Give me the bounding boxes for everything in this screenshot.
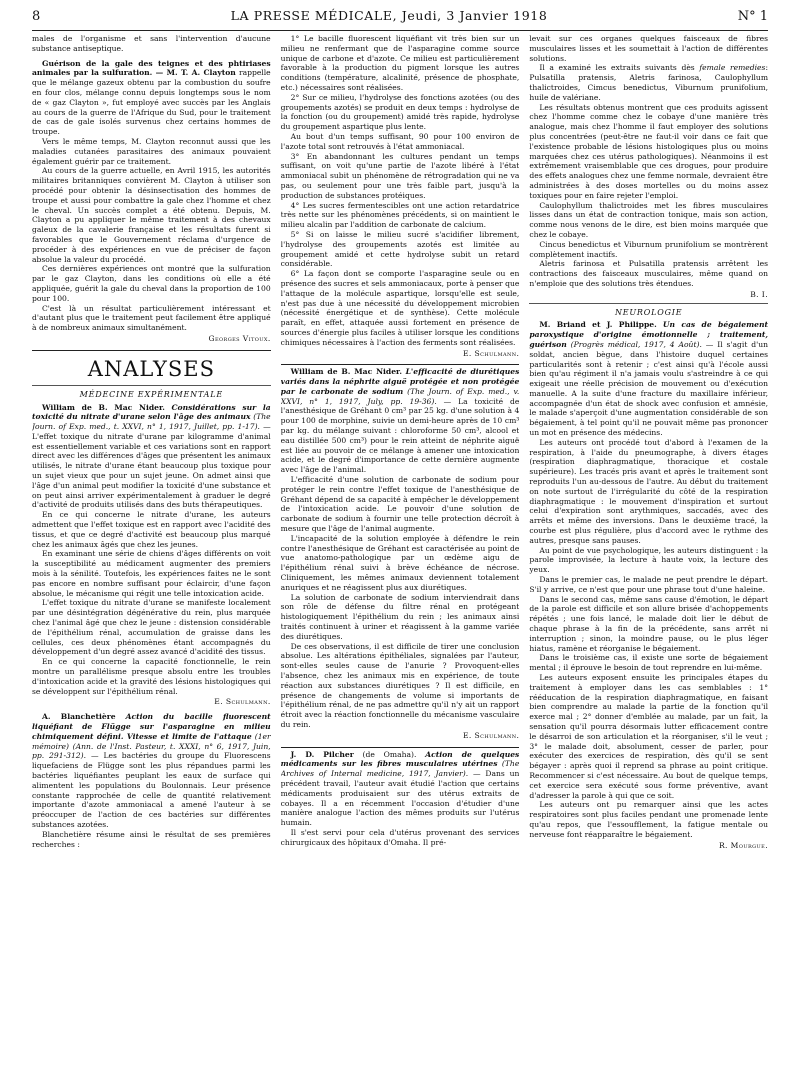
emphasis-text: female remedies (699, 63, 766, 73)
paragraph: 4° Les sucres fermentescibles ont une action retardatrice très nette sur les phénomènes précédents, si on maintient le milieu alcalin par l'addition de carbonate de calcium. (280, 200, 520, 230)
paragraph-text: — Dans un précédent travail, l'auteur avait étudié l'action que certains médicaments produisaient sur des utérus extraits de cobayes. Il a en récemment l'occasion d'étudier d'une manière analogue l'action des mêmes produits sur l'utérus humain. (280, 769, 520, 828)
paragraph: Les résultats obtenus montrent que ces produits agissent chez l'homme comme chez le cobaye d'une manière très analogue, mais chez l'homme il faut employer des solutions plus concentrées (peut-être ne faut-il voir dans ce fait que l'existence probable de lésions histologiques plus ou moins marquées chez ces utérus pathologiques). Néanmoins il est extrêmement vraisemblable que ces drogues, pour produire des effets analogues chez une femme normale, devraient être administrées à des doses mortelles ou du moins assez toxiques pour en faire rejeter l'emploi. (529, 102, 769, 200)
paragraph-text: : Pulsatilla pratensis, Aletris farinosa, Caulophyllum thalictroides, Cimcus benedictus, Viburnum prunifolium, huile de valériane. (529, 63, 769, 102)
paragraph: En ce qui concerne la capacité fonctionnelle, le rein montre un parallélisme presque absolu entre les troubles d'intoxication acide et la gravité des lésions histologiques qui se développent sur l'épithélium rénal. (32, 657, 271, 696)
section-divider (281, 747, 520, 748)
paragraph: Blanchetière résume ainsi le résultat de ses premières recherches : (32, 829, 271, 849)
abstract-title: L'efficacité de diurétiques variés dans la néphrite aiguë protégée et non protégée par le carbonate de sodium (280, 367, 520, 396)
abstract-title: Un cas de bégaiement paroxystique d'origine émotionnelle ; traitement, guérison (529, 320, 769, 349)
paragraph: En examinant une série de chiens d'âges différents on voit la susceptibilité au médicament augmenter des premiers mois à la sénilité. Toutefois, les expériences faites ne le sont pas encore en nombre suffisant pour éclaircir, d'une façon absolue, le mécanisme qui régit une telle intoxication acide. (32, 549, 271, 598)
paragraph-text: — Il s'agit d'un soldat, ancien bègue, dans l'histoire duquel certaines particularités sont à retenir ; c'est ainsi qu'à l'école aussi bien qu'au régiment il n'a jamais voulu s'astreindre à ce qui exigeait une réelle précision de mouvement ou d'exécution manuelle. A la suite d'une fracture du maxillaire inférieur, accompagnée d'un état de shock avec confusion et amnésie, le malade s'aperçoit d'une augmentation considérable de son bégaiement, à tel point qu'il ne pouvait même pas prononcer un mot en présence des médecins. (529, 339, 769, 438)
author-signature: E. Schulmann. (462, 730, 520, 740)
abstract-source: (The Journ. of Exp. med., t. XXVI, n° 1, 1917, Juillet, pp. 1-17). (32, 412, 271, 432)
paragraph: L'effet toxique du nitrate d'urane se manifeste localement par une désintégration dégénérative du rein, plus marquée chez l'animal âgé que chez le jeune : distension considérable de l'épithélium rénal, accumulation de graisse dans les cellules, ces deux phénomènes étant accompagnés du développement d'un degré assez avancé d'acidité des tissus. (32, 598, 271, 657)
abstract-title: Considérations sur la toxicité du nitrate d'urane selon l'âge des animaux (32, 402, 271, 422)
author-signature: E. Schulmann. (462, 348, 520, 358)
paragraph: Au point de vue psychologique, les auteurs distinguent : la parole improvisée, la lecture à haute voix, la lecture des yeux. (529, 545, 769, 575)
author-name: William de B. Mac Nider. (42, 402, 165, 412)
rubric-title: NEUROLOGIE (614, 307, 683, 317)
paragraph: males de l'organisme et sans l'intervention d'aucune substance antiseptique. (32, 34, 271, 53)
journal-title: LA PRESSE MÉDICALE, Jeudi, 3 Janvier 1918 (230, 8, 548, 23)
abstract-nider-2 (281, 367, 520, 475)
issue-number: N° 1 (737, 9, 768, 24)
paragraph: Au bout d'un temps suffisant, 90 pour 100 environ de l'azote total sont retrouvés à l'état ammoniacal. (280, 131, 520, 151)
author-signature: Georges Vitoux. (208, 333, 271, 343)
paragraph: Dans le premier cas, le malade ne peut prendre le départ. S'il y arrive, ce n'est que pour une phrase tout d'une haleine. (529, 575, 769, 594)
paragraph: 3° En abandonnant les cultures pendant un temps suffisant, on voit qu'une partie de l'azote libéré à l'état ammoniacal subit un phénomène de rétrogradation qui ne va pas, ou seulement pour une très faible part, jusqu'à la production de substances protéiques. (280, 151, 520, 200)
paragraph-text: — Les bactéries du groupe du Fluorescens liquefaciens de Flügge sont les plus répandues parmi les bactéries liquéfiantes peuplant les eaux de surface qui alimentent les populations du Boulonnais. Leur présence constante rapprochée de celle de quantité relativement importante d'azote ammoniacal a amené l'auteur à se préoccuper de l'action de ces bactéries sur différentes substances azotées. (32, 751, 271, 829)
paragraph-text: — La toxicité de l'anesthésique de Gréhant 0 cm³ par 25 kg. d'une solution à 4 pour 100 de morphine, suivie un demi-heure après de 10 cm³ par kg. du mélange suivant : chloroforme 50 cm³, alcool et eau distillée 500 cm³) pour le rein atteint de néphrite aiguë est liée au pouvoir de ce mélange à amener une intoxication acide, et le degré d'importance de cette dernière augmente avec l'âge de l'animal. (280, 396, 520, 475)
author-name: William de B. Mac Nider. (290, 367, 402, 377)
paragraph: Caulophyllum thalictroides met les fibres musculaires lisses dans un état de contraction tonique, mais son action, comme nous venons de le dire, est bien moins marquée que chez le cobaye. (529, 200, 769, 239)
paragraph: Dans le second cas, même sans cause d'émotion, le départ de la parole est difficile et son allure brisée d'achoppements répétés ; une fois lancé, le malade doit lier le début de chaque phrase à la fin de la précédente, sans arrêt ni interruption ; sinon, la moindre pause, ou le plus léger hiatus, ramène et réorganise le bégaiement. (529, 594, 769, 653)
paragraph: En ce qui concerne le nitrate d'urane, les auteurs admettent que l'effet toxique est en rapport avec l'acidité des tissus, et que ce degré d'activité est beaucoup plus marqué chez les animaux âgés que chez les jeunes. (32, 510, 271, 549)
paragraph: C'est là un résultat particulièrement intéressant et d'autant plus que le traitement peut facilement être appliqué à de nombreux animaux simultanément. (32, 303, 271, 333)
abstract-source: (The Archives of Internal medicine, 1917, Janvier). (280, 759, 520, 779)
rubric-divider (529, 303, 768, 304)
page-number: 8 (32, 9, 41, 24)
paragraph: 2° Sur ce milieu, l'hydrolyse des fonctions azotées (ou des groupements azotés) se produit en deux temps : hydrolyse de la fonction (ou du groupement) amidé très rapide, hydrolyse du groupement aspartique plus lente. (280, 92, 520, 132)
paragraph: levait sur ces organes quelques faisceaux de fibres musculaires lisses et les soumettait à l'action de différentes solutions. (529, 34, 769, 63)
column-1 (32, 34, 271, 1076)
author-name: J. D. Pilcher (290, 749, 354, 759)
paragraph: Les auteurs ont pu remarquer ainsi que les actes respiratoires sont plus faciles pendant une promenade lente qu'au repos, que l'essoufflement, la fatigue mentale ou nerveuse font réapparaître le bégaiement. (529, 800, 769, 839)
paragraph: 5° Si on laisse le milieu sucré s'acidifier librement, l'hydrolyse des groupements azotés est limitée au groupement amidé et cette hydrolyse subit un retard considérable. (280, 229, 520, 269)
abstract-title: Action du bacille fluorescent liquéfiant de Flügge sur l'asparagine en milieu chimiquement défini. Vitesse et limite de l'attaque (32, 712, 271, 741)
author-affiliation: (de Omaha). (362, 749, 417, 759)
column-3 (529, 34, 768, 1076)
article-title: Guérison de la gale des teignes et des phtiriases animales par la sulfuration. — M. T. A. Clayton (32, 58, 271, 78)
paragraph: L'efficacité d'une solution de carbonate de sodium pour protéger le rein contre l'effet toxique de l'anesthésique de Gréhant dépend de sa capacité à empêcher le développement de l'intoxication acide. Le pouvoir d'une solution de carbonate de sodium à fournir une telle protection décroît à mesure que l'âge de l'animal augmente. (280, 475, 520, 534)
author-signature: B. I. (750, 289, 769, 299)
paragraph: La solution de carbonate de sodium interviendrait dans son rôle de défense du filtre rénal en protégeant histologiquement l'épithélium du rein ; les animaux ainsi traités continuent à uriner et réagissent à la gamme variée des diurétiques. (280, 592, 520, 641)
paragraph (529, 63, 768, 102)
paragraph: Les auteurs exposent ensuite les principales étapes du traitement à employer dans les cas semblables : 1° rééducation de la respiration diaphragmatique, en faisant bien comprendre au malade la partie de la fonction qu'il exerce mal ; 2° donner d'emblée au malade, par un fait, la sensation qu'il pourra désormais lutter efficacement contre le désarroi de son articulation et la réorganiser, s'il le veut ; 3° le malade doit, absolument, cesser de parler, pour exécuter des exercices de respiration, dès qu'il se sent bégayer : après quoi il reprend sa phrase au point critique. Recommencer si c'est nécessaire. Au bout de quelque temps, cet exercice sera exécuté sous forme préventive, avant d'adresser la parole à qui que ce soit. (529, 673, 769, 800)
section-title: ANALYSES (87, 356, 215, 381)
author-name: A. Blanchetière (42, 712, 116, 722)
paragraph: 6° La façon dont se comporte l'asparagine seule ou en présence des sucres et sels ammoniacaux, porte à penser que l'attaque de la molécule aspartique, lorsqu'elle est seule, n'est pas due à une nécessité du développement microbien (nécessité énergétique et de synthèse). Cette molécule paraît, en effet, attaquée aussi fortement en présence de sources d'énergie plus faciles à utiliser lorsque les conditions chimiques nécessaires à l'action des ferments sont réalisées. (280, 269, 520, 347)
rubric-title: MÉDECINE EXPÉRIMENTALE (79, 389, 224, 399)
text-columns (32, 34, 768, 1076)
paragraph: Ces dernières expériences ont montré que la sulfuration par le gaz Clayton, dans les conditions où elle a été appliquée, guérit la gale du cheval dans la proportion de 100 pour 100. (32, 264, 271, 303)
section-divider (281, 364, 520, 365)
paragraph: Au cours de la guerre actuelle, en Avril 1915, les autorités militaires britanniques convièrent M. Clayton à utiliser son procédé pour obtenir la désinsectisation des hommes de troupe et aussi pour combattre la gale chez l'homme et chez le cheval. Un succès complet a été obtenu. Depuis, M. Clayton a pu appliquer le même traitement à des chevaux galeux de la cavalerie française et les résultats furent si favorables que le Gouvernement réclama d'urgence de procéder à des expériences en vue de préciser de façon absolue la valeur du procédé. (32, 166, 271, 264)
paragraph: L'incapacité de la solution employée à défendre le rein contre l'anesthésique de Gréhant est caractérisée au point de vue anatomo-pathologique par un œdème aigu de l'épithélium rénal suivi à brève échéance de nécrose. Cliniquement, les mêmes animaux deviennent totalement anuriques et ne réagissent plus aux diurétiques. (280, 533, 520, 592)
column-2 (281, 34, 520, 1076)
paragraph: Dans le troisième cas, il existe une sorte de bégaiement mental ; il éprouve le besoin de tout reprendre en lui-même. (529, 653, 769, 673)
paragraph-text: rappelle que le mélange gazeux obtenu par la combustion du soufre en four clos, mélange connu depuis longtemps sous le nom de « gaz Clayton », fut employé avec succès par les Anglais au cours de la guerre de l'Afrique du Sud, pour le traitement de cas de gale isolés survenus chez certains hommes de troupe. (32, 68, 271, 137)
abstract-briand (529, 320, 768, 438)
page-header (32, 8, 768, 31)
paragraph: Aletris farinosa et Pulsatilla pratensis arrêtent les contractions des faisceaux musculaires, même quand on n'emploie que des solutions très étendues. (529, 259, 769, 288)
author-signature: E. Schulmann. (214, 697, 271, 707)
section-divider (32, 350, 271, 351)
author-name: M. Briand et J. Philippe. (539, 320, 657, 330)
paragraph: De ces observations, il est difficile de tirer une conclusion absolue. Les altérations épithéliales, signalées par l'auteur, sont-elles seules cause de l'anurie ? Provoquent-elles l'absence, chez les animaux mis en expérience, de toute réaction aux substances diurétiques ? Il est difficile, en présence de changements de volume si importants de l'épithélium rénal, de ne pas admettre qu'il n'y ait un rapport étroit avec la réaction fonctionnelle du mécanisme vasculaire du rein. (280, 641, 520, 729)
paragraph-text: — L'effet toxique du nitrate d'urane par kilogramme d'animal est essentiellement variable et ces variations sont en rapport direct avec les différences d'âges que présentent les animaux utilisés, le nitrate d'urane étant beaucoup plus toxique pour un sujet vieux que pour un sujet jeune. On admet ainsi que l'âge d'un animal peut modifier la toxicité d'une substance et on peut ainsi arriver expérimentalement à graduer le degré d'activité de produits utilisés dans des buts thérapeutiques. (32, 422, 271, 510)
abstract-pilcher (281, 750, 520, 828)
paragraph: Les auteurs ont procédé tout d'abord à l'examen de la respiration, à l'aide du pneumographe, à divers étages (respiration diaphragmatique, thoracique et costale supérieure). Les tracés pris avant et après le traitement sont reproduits l'un au-dessous de l'autre. Au début du traitement on note surtout de l'irrégularité du côté de la respiration diaphragmatique : le mouvement d'inspiration et surtout celui d'expiration sont arythmiques, saccadés, avec des arrêts et même des inversions. Dans le deuxième tracé, la courbe est plus régulière, plus d'accord avec le rythme des autres, presque sans pauses. (529, 437, 769, 545)
paragraph: Cincus benedictus et Viburnum prunifolium se montrèrent complètement inactifs. (529, 239, 769, 259)
paragraph: Il s'est servi pour cela d'utérus provenant des services chirurgicaux des hôpitaux d'Omaha. Il pré- (280, 827, 520, 847)
paragraph: 1° Le bacille fluorescent liquéfiant vit très bien sur un milieu ne renfermant que de l'asparagine comme source unique de carbone et d'azote. Ce milieu est particulièrement favorable à la production du pigment lorsque les autres conditions (température, alcalinité, présence de phosphate, etc.) nécessaires sont réalisées. (280, 34, 520, 92)
abstract-source: (1er mémoire) (Ann. de l'Inst. Pasteur, t. XXXI, n° 6, 1917, Juin, pp. 291-312). (32, 731, 271, 761)
abstract-source: (Progrès médical, 1917, 4 Août). (570, 339, 702, 349)
abstract-nider-1 (32, 403, 271, 511)
clayton-heading (32, 59, 271, 137)
paragraph: Vers le même temps, M. Clayton reconnut aussi que les maladies cutanées parasitaires des animaux pouvaient également guérir par ce traitement. (32, 136, 271, 166)
abstract-title: Action de quelques médicaments sur les fibres musculaires utérines (280, 749, 520, 769)
abstract-blanchetiere (32, 712, 271, 830)
abstract-source: (The Journ. of Exp. med., v. XXVI, n° 1, 1917, July, pp. 19-36). (280, 386, 520, 406)
author-signature: R. Mourgue. (718, 840, 769, 850)
rubric-divider (32, 385, 271, 386)
paragraph-text: Il a examiné les extraits suivants dès (539, 63, 695, 73)
